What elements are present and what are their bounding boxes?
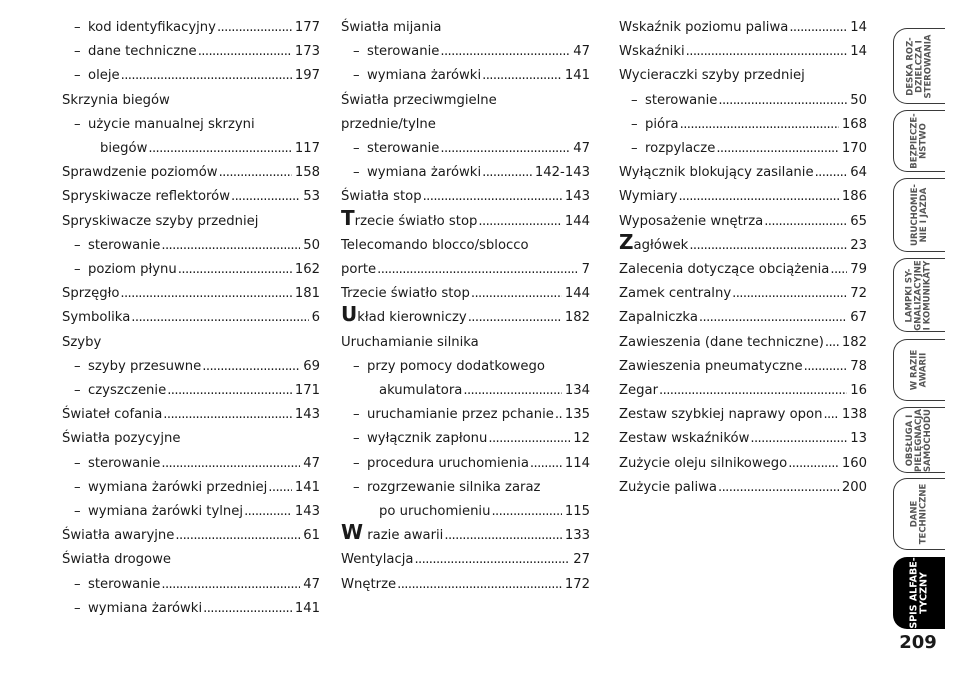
leader-dots	[178, 258, 292, 282]
page-ref: 16	[850, 383, 867, 399]
leader-dots	[555, 403, 562, 427]
leader-dots	[163, 403, 292, 427]
entry-label: po uruchomieniu	[379, 504, 491, 520]
entry-label: Zużycie paliwa	[619, 479, 717, 495]
entry-label: – rozpylacze	[631, 137, 715, 161]
entry-label: Szyby	[62, 334, 102, 350]
index-entry	[62, 282, 320, 306]
index-entry	[62, 427, 320, 451]
entry-label: – czyszczenie	[74, 379, 166, 403]
entry-label: biegów	[100, 141, 148, 157]
page-ref: 23	[850, 237, 867, 253]
index-entry	[62, 597, 320, 621]
entry-label: Wymiary	[619, 189, 678, 205]
index-entry	[62, 40, 320, 64]
entry-label: – wymiana żarówki	[353, 161, 481, 185]
index-entry	[341, 16, 590, 40]
index-entry	[619, 427, 867, 451]
dash-bullet: –	[74, 262, 81, 278]
entry-label: Zalecenia dotyczące obciążenia	[619, 262, 830, 278]
page-ref: 114	[564, 455, 590, 471]
leader-dots	[268, 476, 292, 500]
leader-dots	[678, 185, 838, 209]
index-entry	[341, 427, 590, 451]
leader-dots	[175, 524, 300, 548]
chapter-tab-label: OBSŁUGA I PIELĘGNACJA SAMOCHODU	[905, 408, 934, 472]
entry-label: Zestaw wskaźników	[619, 431, 750, 447]
entry-label: Światła pozycyjne	[62, 431, 181, 447]
dash-bullet: –	[353, 358, 360, 374]
index-entry	[619, 185, 867, 209]
entry-label: Uruchamianie silnika	[341, 334, 479, 350]
page-ref: 141	[294, 600, 320, 616]
leader-dots	[478, 210, 561, 234]
entry-label: – użycie manualnej skrzyni	[74, 113, 255, 137]
page-ref: 158	[294, 165, 320, 181]
page-ref: 67	[850, 310, 867, 326]
index-column-1	[62, 16, 320, 621]
entry-label: – sterowanie	[74, 573, 160, 597]
entry-label: Zawieszenia pneumatyczne	[619, 358, 803, 374]
leader-dots	[823, 403, 838, 427]
entry-label: – rozgrzewanie silnika zaraz	[353, 476, 540, 500]
leader-dots	[530, 452, 562, 476]
entry-label: – wyłącznik zapłonu	[353, 427, 487, 451]
entry-label: Światła drogowe	[62, 552, 172, 568]
chapter-tab-label: LAMPKI SY- GNALIZACYJNE I KOMUNIKATY	[905, 259, 933, 331]
index-entry	[341, 89, 590, 137]
page-ref: 141	[564, 68, 590, 84]
entry-label: – sterowanie	[353, 137, 439, 161]
leader-dots	[716, 137, 838, 161]
dash-bullet: –	[74, 237, 81, 253]
leader-dots	[414, 548, 570, 572]
leader-dots	[789, 16, 847, 40]
leader-dots	[377, 258, 578, 282]
entry-label: Zawieszenia (dane techniczne)	[619, 334, 824, 350]
leader-dots	[217, 16, 292, 40]
index-entry	[619, 452, 867, 476]
entry-label: Światеł cofania	[62, 407, 163, 423]
page-ref: 47	[573, 44, 590, 60]
index-column-3	[619, 16, 867, 500]
entry-label: Światła awaryjne	[62, 528, 175, 544]
entry-label: Sprzęgło	[62, 286, 120, 302]
page-ref: 133	[564, 528, 590, 544]
index-entry	[341, 476, 590, 524]
page-ref: 143	[294, 407, 320, 423]
index-entry	[62, 331, 320, 355]
page-ref: 143	[564, 189, 590, 205]
page-ref: 14	[850, 44, 867, 60]
entry-label: – pióra	[631, 113, 679, 137]
entry-label: – wymiana żarówki	[74, 597, 202, 621]
leader-dots	[121, 64, 292, 88]
leader-dots	[397, 573, 562, 597]
leader-dots	[198, 40, 292, 64]
chapter-tab[interactable]	[893, 557, 945, 629]
entry-label: Spryskiwacze szyby przedniej	[62, 213, 259, 229]
leader-dots	[830, 258, 847, 282]
chapter-tab[interactable]	[893, 178, 945, 252]
leader-dots	[161, 573, 300, 597]
index-entry	[619, 89, 867, 113]
dash-bullet: –	[353, 68, 360, 84]
page-ref: 143	[294, 504, 320, 520]
page-ref: 65	[850, 213, 867, 229]
page-ref: 50	[850, 92, 867, 108]
page-ref: 182	[564, 310, 590, 326]
chapter-tab-label: URUCHOMIE- NIE I JAZDA	[909, 184, 929, 246]
page-ref: 171	[294, 383, 320, 399]
page-ref: 69	[303, 358, 320, 374]
entry-label: – przy pomocy dodatkowego	[353, 355, 545, 379]
leader-dots	[148, 137, 291, 161]
entry-label: Światła przeciwmgielne	[341, 92, 497, 108]
chapter-tab-label: DANE TECHNICZNE	[909, 483, 929, 545]
index-entry	[341, 331, 590, 355]
index-entry	[619, 306, 867, 330]
index-entry	[62, 64, 320, 88]
leader-dots	[488, 427, 570, 451]
index-entry	[341, 205, 590, 234]
chapter-tab[interactable]	[893, 407, 945, 473]
dash-bullet: –	[74, 383, 81, 399]
chapter-tab-label: W RAZIE AWARII	[909, 349, 929, 391]
section-initial: U	[341, 302, 358, 327]
entry-label: – uruchamianie przez pchanie	[353, 403, 554, 427]
page-ref: 47	[573, 141, 590, 157]
dash-bullet: –	[74, 68, 81, 84]
page-ref: 50	[303, 237, 320, 253]
page-ref: 53	[303, 189, 320, 205]
leader-dots	[463, 379, 561, 403]
leader-dots	[219, 161, 292, 185]
entry-label: Zapalniczka	[619, 310, 698, 326]
leader-dots	[440, 137, 570, 161]
index-entry	[619, 282, 867, 306]
index-entry	[619, 40, 867, 64]
dash-bullet: –	[631, 116, 638, 132]
index-entry	[62, 16, 320, 40]
leader-dots	[131, 306, 308, 330]
index-entry	[619, 210, 867, 234]
dash-bullet: –	[353, 407, 360, 423]
index-entry	[62, 306, 320, 330]
page-ref: 135	[564, 407, 590, 423]
entry-label: W razie awarii	[341, 520, 444, 545]
index-entry	[62, 403, 320, 427]
page-ref: 79	[850, 262, 867, 278]
dash-bullet: –	[74, 116, 81, 132]
entry-label: Spryskiwacze reflektorów	[62, 189, 231, 205]
index-entry	[62, 258, 320, 282]
index-entry	[619, 113, 867, 137]
page-ref: 13	[850, 431, 867, 447]
dash-bullet: –	[353, 431, 360, 447]
dash-bullet: –	[74, 455, 81, 471]
entry-label: – szyby przesuwne	[74, 355, 201, 379]
entry-label: Zestaw szybkiej naprawy opon	[619, 407, 823, 423]
index-entry	[62, 161, 320, 185]
dash-bullet: –	[74, 576, 81, 592]
page-ref: 144	[564, 286, 590, 302]
page-ref: 64	[850, 165, 867, 181]
entry-label: Wycieraczki szyby przedniej	[619, 68, 805, 84]
index-entry	[619, 403, 867, 427]
index-entry	[62, 379, 320, 403]
dash-bullet: –	[353, 479, 360, 495]
entry-label: – sterowanie	[74, 452, 160, 476]
entry-label: – wymiana żarówki przedniej	[74, 476, 267, 500]
entry-label: Zużycie oleju silnikowego	[619, 455, 788, 471]
page-ref: 141	[294, 479, 320, 495]
leader-dots	[120, 282, 291, 306]
leader-dots	[203, 597, 292, 621]
entry-label: – sterowanie	[353, 40, 439, 64]
index-entry	[619, 229, 867, 258]
page-ref: 72	[850, 286, 867, 302]
chapter-tab[interactable]	[893, 478, 945, 550]
leader-dots	[444, 524, 561, 548]
entry-label: Zagłówek	[619, 229, 689, 254]
dash-bullet: –	[74, 44, 81, 60]
index-entry	[619, 379, 867, 403]
index-entry	[341, 548, 590, 572]
leader-dots	[686, 40, 848, 64]
page-ref: 168	[841, 116, 867, 132]
chapter-tab[interactable]	[893, 339, 945, 401]
leader-dots	[440, 40, 570, 64]
entry-label: – sterowanie	[74, 234, 160, 258]
index-entry	[341, 234, 590, 282]
entry-label: akumulatora	[379, 383, 463, 399]
page-ref: 47	[303, 455, 320, 471]
index-entry	[341, 452, 590, 476]
page-ref: 186	[841, 189, 867, 205]
index-entry	[62, 210, 320, 234]
index-entry	[62, 452, 320, 476]
entry-label: – dane techniczne	[74, 40, 197, 64]
entry-label: porte	[341, 262, 377, 278]
page-ref: 197	[294, 68, 320, 84]
leader-dots	[161, 234, 300, 258]
index-entry	[62, 89, 320, 113]
index-entry	[619, 258, 867, 282]
index-entry	[619, 137, 867, 161]
entry-label: przednie/tylne	[341, 116, 436, 132]
chapter-tab[interactable]	[893, 258, 945, 332]
dash-bullet: –	[74, 600, 81, 616]
section-initial: Z	[619, 229, 634, 254]
leader-dots	[202, 355, 300, 379]
entry-label: Wskaźniki	[619, 44, 685, 60]
index-entry	[341, 520, 590, 548]
chapter-tab-label: DESKA ROZ- DZIELCZA I STEROWANIA	[905, 34, 933, 98]
page-ref: 170	[841, 141, 867, 157]
index-entry	[62, 476, 320, 500]
entry-label: – kod identyfikacyjny	[74, 16, 216, 40]
index-entry	[62, 113, 320, 161]
leader-dots	[815, 161, 848, 185]
leader-dots	[161, 452, 300, 476]
leader-dots	[750, 427, 847, 451]
page-ref: 14	[850, 20, 867, 35]
index-entry	[341, 282, 590, 306]
dash-bullet: –	[353, 455, 360, 471]
entry-label: Telecomando blocco/sblocco	[341, 237, 529, 253]
chapter-tab-label: SPIS ALFABE- TYCZNY	[908, 557, 930, 629]
entry-label: – wymiana żarówki	[353, 64, 481, 88]
section-initial: W	[341, 520, 364, 545]
dash-bullet: –	[74, 358, 81, 374]
index-entry	[619, 64, 867, 88]
leader-dots	[689, 234, 847, 258]
dash-bullet: –	[353, 141, 360, 157]
leader-dots	[788, 452, 839, 476]
entry-label: Światła mijania	[341, 20, 442, 35]
leader-dots	[680, 113, 839, 137]
index-entry	[619, 16, 867, 40]
leader-dots	[718, 476, 839, 500]
entry-label: – oleje	[74, 64, 120, 88]
dash-bullet: –	[631, 92, 638, 108]
page-number: 209	[899, 632, 937, 653]
leader-dots	[423, 185, 562, 209]
index-entry	[341, 40, 590, 64]
leader-dots	[699, 306, 847, 330]
entry-label: Zegar	[619, 383, 659, 399]
entry-label: Wyłącznik blokujący zasilanie	[619, 165, 814, 181]
chapter-tab[interactable]	[893, 28, 945, 104]
leader-dots	[825, 331, 839, 355]
leader-dots	[718, 89, 847, 113]
index-entry	[341, 185, 590, 209]
page-ref: 177	[294, 20, 320, 35]
page-ref: 172	[564, 576, 590, 592]
leader-dots	[659, 379, 847, 403]
index-entry	[62, 355, 320, 379]
page-ref: 182	[841, 334, 867, 350]
section-initial: T	[341, 205, 355, 230]
chapter-tab[interactable]	[893, 110, 945, 172]
leader-dots	[804, 355, 848, 379]
entry-label: – wymiana żarówki tylnej	[74, 500, 243, 524]
index-entry	[619, 355, 867, 379]
entry-label: Symbolika	[62, 310, 131, 326]
index-entry	[62, 524, 320, 548]
index-entry	[341, 64, 590, 88]
leader-dots	[468, 306, 562, 330]
page-ref: 27	[573, 552, 590, 568]
index-entry	[341, 573, 590, 597]
page-ref: 160	[841, 455, 867, 471]
leader-dots	[471, 282, 562, 306]
entry-label: Światła stop	[341, 189, 422, 205]
dash-bullet: –	[353, 165, 360, 181]
page-ref: 162	[294, 262, 320, 278]
dash-bullet: –	[74, 20, 81, 35]
page-ref: 78	[850, 358, 867, 374]
page-ref: 138	[841, 407, 867, 423]
leader-dots	[482, 161, 532, 185]
page-ref: 12	[573, 431, 590, 447]
dash-bullet: –	[631, 141, 638, 157]
page-ref: 7	[581, 262, 590, 278]
entry-label: Skrzynia biegów	[62, 92, 170, 108]
entry-label: Układ kierowniczy	[341, 302, 467, 327]
leader-dots	[491, 500, 561, 524]
chapter-tab-label: BEZPIECZE- ŃSTWO	[909, 113, 929, 169]
entry-label: Trzecie światło stop	[341, 205, 478, 230]
page-ref: 61	[303, 528, 320, 544]
entry-label: Trzecie światło stop	[341, 286, 470, 302]
page-ref: 200	[841, 479, 867, 495]
index-entry	[62, 500, 320, 524]
dash-bullet: –	[353, 44, 360, 60]
index-entry	[341, 403, 590, 427]
leader-dots	[167, 379, 292, 403]
page-ref: 181	[294, 286, 320, 302]
dash-bullet: –	[74, 479, 81, 495]
index-entry	[341, 302, 590, 330]
index-entry	[62, 185, 320, 209]
entry-label: Wnętrze	[341, 576, 397, 592]
page-ref: 173	[294, 44, 320, 60]
entry-label: Wskaźnik poziomu paliwa	[619, 20, 789, 35]
entry-label: Wentylacja	[341, 552, 414, 568]
index-entry	[341, 161, 590, 185]
entry-label: Sprawdzenie poziomów	[62, 165, 218, 181]
index-entry	[341, 355, 590, 403]
index-entry	[62, 573, 320, 597]
page-ref: 115	[564, 504, 590, 520]
entry-label: – poziom płynu	[74, 258, 177, 282]
entry-label: Zamek centralny	[619, 286, 732, 302]
page-ref: 142-143	[534, 165, 590, 181]
entry-label: – procedura uruchomienia	[353, 452, 529, 476]
leader-dots	[732, 282, 847, 306]
leader-dots	[231, 185, 300, 209]
leader-dots	[482, 64, 562, 88]
page-ref: 47	[303, 576, 320, 592]
leader-dots	[764, 210, 847, 234]
dash-bullet: –	[74, 504, 81, 520]
page-ref: 117	[294, 141, 320, 157]
entry-label: Wyposażenie wnętrza	[619, 213, 764, 229]
leader-dots	[244, 500, 292, 524]
index-entry	[619, 476, 867, 500]
index-entry	[62, 234, 320, 258]
page-ref: 6	[311, 310, 320, 326]
index-entry	[62, 548, 320, 572]
index-entry	[619, 161, 867, 185]
page-ref: 134	[564, 383, 590, 399]
index-entry	[341, 137, 590, 161]
index-entry	[619, 331, 867, 355]
entry-label: – sterowanie	[631, 89, 717, 113]
index-column-2	[341, 16, 590, 597]
page-ref: 144	[564, 213, 590, 229]
